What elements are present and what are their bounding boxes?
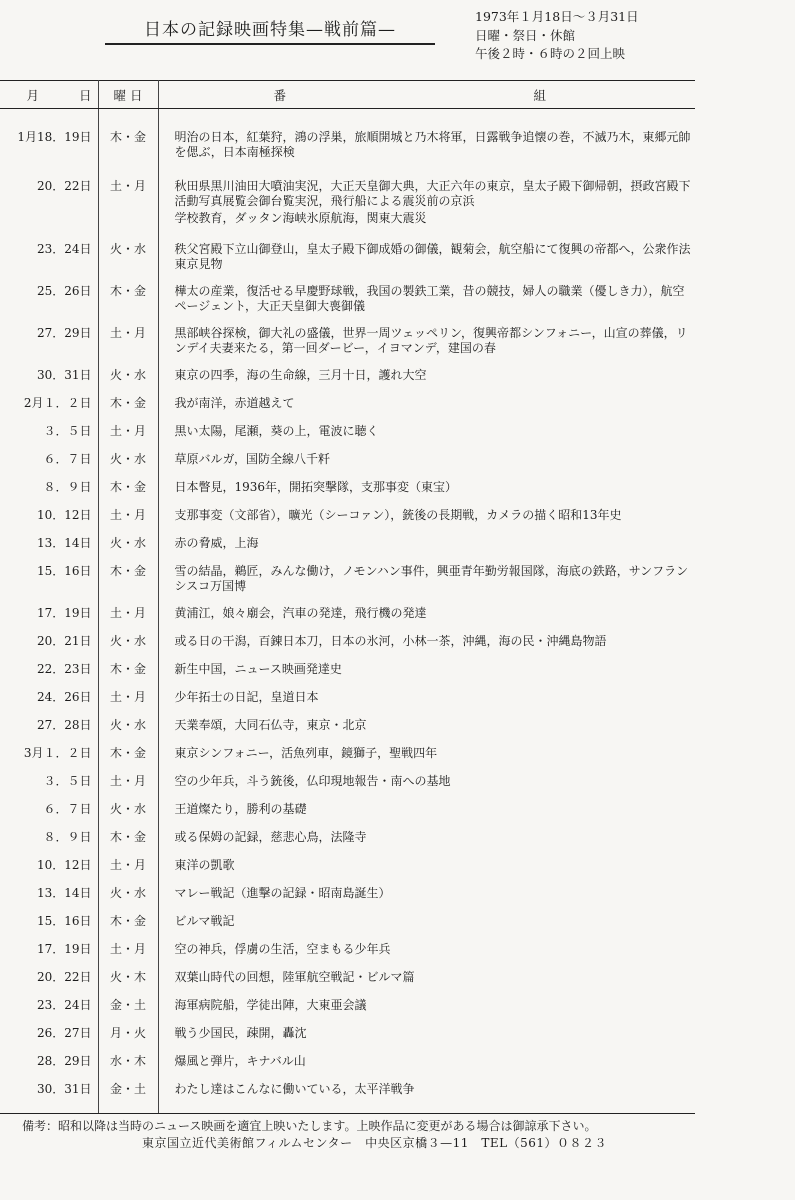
row-program: 海軍病院船，学徒出陣，大東亜会議	[174, 998, 367, 1012]
row-date: 13．14日	[0, 886, 98, 914]
row-date: 20．22日	[0, 179, 98, 242]
row-weekday: 土・月	[98, 326, 158, 368]
row-weekday: 木・金	[98, 914, 158, 942]
row-weekday: 火・水	[98, 718, 158, 746]
row-weekday: 土・月	[98, 179, 158, 242]
table-row	[0, 536, 695, 564]
venue-address: 東京国立近代美術館フィルムセンター 中央区京橋３—11 TEL（561）０８２３	[142, 1136, 607, 1150]
row-date: 28．29日	[0, 1054, 98, 1082]
table-row	[0, 1054, 695, 1082]
row-program-extra: 学校教育，ダッタン海峡氷原航海，関東大震災	[174, 211, 427, 225]
row-program: 少年拓士の日記，皇道日本	[174, 690, 319, 704]
table-row	[0, 634, 695, 662]
row-program-cell	[158, 396, 695, 424]
table-row	[0, 284, 695, 326]
row-program-cell	[158, 858, 695, 886]
row-program-cell	[158, 718, 695, 746]
table-row	[0, 802, 695, 830]
row-program: 黄浦江，娘々廟会，汽車の発達，飛行機の発達	[174, 606, 427, 620]
schedule-info	[475, 8, 775, 64]
row-program-cell	[158, 1026, 695, 1054]
row-date: 3月１．２日	[0, 746, 98, 774]
table-row	[0, 130, 695, 179]
row-program: 或る保姆の記録，慈悲心鳥，法隆寺	[174, 830, 367, 844]
row-program-cell	[158, 284, 695, 326]
row-date: 23．24日	[0, 242, 98, 284]
row-program-cell	[158, 452, 695, 480]
row-program: 秋田県黒川油田大噴油実況，大正天皇御大典，大正六年の東京，皇太子殿下御帰朝，摂政宮殿下活動写真展覧会御台覧実況，飛行船による震災前の京浜	[174, 179, 691, 208]
row-program: 我が南洋，赤道越えて	[174, 396, 295, 410]
row-program-cell	[158, 1054, 695, 1082]
row-weekday: 木・金	[98, 662, 158, 690]
row-program: 東洋の凱歌	[174, 858, 235, 872]
header-program-1: 番	[273, 87, 287, 103]
row-program-cell	[158, 536, 695, 564]
row-program-cell	[158, 368, 695, 396]
row-date: 30．31日	[0, 368, 98, 396]
row-program: 東京の四季，海の生命線，三月十日，護れ大空	[174, 368, 427, 382]
row-program: 明治の日本，紅葉狩，鴻の浮巣，旅順開城と乃木将軍，日露戦争追懐の巻，不滅乃木，東郷元帥を偲ぶ，日本南極探検	[174, 130, 691, 159]
table-row	[0, 662, 695, 690]
footer	[22, 1118, 782, 1152]
row-program: 草原バルガ，国防全線八千粁	[174, 452, 331, 466]
row-program: 戦う少国民，疎開，轟沈	[174, 1026, 307, 1040]
table-row	[0, 452, 695, 480]
table-row	[0, 942, 695, 970]
row-date: 20．22日	[0, 970, 98, 998]
row-weekday: 土・月	[98, 606, 158, 634]
header-date	[0, 81, 98, 109]
row-weekday: 土・月	[98, 774, 158, 802]
row-program: 樺太の産業，復活せる早慶野球戦，我国の製鉄工業，昔の競技，婦人の職業（優しき力），航空ページェント，大正天皇御大喪御儀	[174, 284, 685, 313]
row-program: 或る日の干潟，百錬日本刀，日本の氷河，小林一茶，沖縄，海の民・沖縄島物語	[174, 634, 607, 648]
header-weekday: 曜 日	[98, 81, 158, 109]
row-program: 赤の脅威，上海	[174, 536, 259, 550]
row-weekday: 土・月	[98, 858, 158, 886]
row-program-cell	[158, 634, 695, 662]
row-program: ビルマ戦記	[174, 914, 235, 928]
row-program-cell	[158, 179, 695, 242]
row-date: 2月１．２日	[0, 396, 98, 424]
row-weekday: 火・水	[98, 242, 158, 284]
table-header-row	[0, 81, 695, 109]
row-weekday: 木・金	[98, 746, 158, 774]
table-row	[0, 564, 695, 606]
table-row	[0, 690, 695, 718]
row-program: わたし達はこんなに働いている，太平洋戦争	[174, 1082, 415, 1096]
row-weekday: 火・水	[98, 634, 158, 662]
row-weekday: 土・月	[98, 942, 158, 970]
table-row	[0, 480, 695, 508]
table-row	[0, 606, 695, 634]
row-program-cell	[158, 998, 695, 1026]
row-program: 空の少年兵，斗う銃後，仏印現地報告・南への基地	[174, 774, 451, 788]
row-weekday: 金・土	[98, 998, 158, 1026]
row-program: マレー戦記（進撃の記録・昭南島誕生）	[174, 886, 391, 900]
row-program-cell	[158, 830, 695, 858]
row-program: 天業奉頌，大同石仏寺，東京・北京	[174, 718, 367, 732]
table-row	[0, 1026, 695, 1054]
header-month: 月	[26, 87, 39, 103]
row-date: 22．23日	[0, 662, 98, 690]
row-program-cell	[158, 606, 695, 634]
table-row	[0, 746, 695, 774]
document-title: 日本の記録映画特集—戦前篇—	[105, 15, 435, 45]
row-date: 13．14日	[0, 536, 98, 564]
table-row	[0, 998, 695, 1026]
screening-times: 午後２時・６時の２回上映	[475, 46, 626, 61]
row-weekday: 金・土	[98, 1082, 158, 1113]
row-date: 17．19日	[0, 606, 98, 634]
row-date: ３．５日	[0, 424, 98, 452]
row-date: 23．24日	[0, 998, 98, 1026]
row-date: 20．21日	[0, 634, 98, 662]
row-program: 王道燦たり，勝利の基礎	[174, 802, 307, 816]
table-row	[0, 914, 695, 942]
row-program-cell	[158, 942, 695, 970]
row-program-cell	[158, 1082, 695, 1113]
table-bottom-rule	[0, 1113, 695, 1114]
row-program: 日本瞥見，1936年，開拓突撃隊，支那事変（東宝）	[174, 480, 458, 494]
row-program-cell	[158, 746, 695, 774]
row-weekday: 火・水	[98, 886, 158, 914]
table-row	[0, 830, 695, 858]
row-date: ８．９日	[0, 480, 98, 508]
row-weekday: 水・木	[98, 1054, 158, 1082]
row-weekday: 土・月	[98, 508, 158, 536]
row-program-cell	[158, 508, 695, 536]
table-row	[0, 718, 695, 746]
row-program: 支那事変（文部省），曠光（シーコァン），銃後の長期戦，カメラの描く昭和13年史	[174, 508, 622, 522]
row-date: 17．19日	[0, 942, 98, 970]
row-weekday: 火・木	[98, 970, 158, 998]
row-weekday: 土・月	[98, 424, 158, 452]
row-weekday: 木・金	[98, 564, 158, 606]
row-date: ６．７日	[0, 802, 98, 830]
row-program: 新生中国，ニュース映画発達史	[174, 662, 342, 676]
row-weekday: 木・金	[98, 830, 158, 858]
row-program-cell	[158, 326, 695, 368]
row-weekday: 木・金	[98, 284, 158, 326]
row-program-cell	[158, 130, 695, 179]
row-date: 1月18．19日	[0, 130, 98, 179]
row-date: 25．26日	[0, 284, 98, 326]
table-row	[0, 508, 695, 536]
header-program	[158, 81, 695, 109]
remarks-note: 備考：昭和以降は当時のニュース映画を適宜上映いたします。上映作品に変更がある場合は御諒承下さい。	[22, 1119, 597, 1133]
row-program: 東京シンフォニー，活魚列車，鏡獅子，聖戦四年	[174, 746, 438, 760]
table-row	[0, 774, 695, 802]
row-date: ８．９日	[0, 830, 98, 858]
row-weekday: 火・水	[98, 536, 158, 564]
row-program-cell	[158, 424, 695, 452]
row-weekday: 木・金	[98, 480, 158, 508]
row-program: 双葉山時代の回想，陸軍航空戦記・ビルマ篇	[174, 970, 415, 984]
row-date: 27．28日	[0, 718, 98, 746]
row-date: 15．16日	[0, 914, 98, 942]
schedule-table	[0, 80, 695, 1114]
row-program: 空の神兵，俘虜の生活，空まもる少年兵	[174, 942, 391, 956]
row-program-cell	[158, 774, 695, 802]
row-program-cell	[158, 242, 695, 284]
row-date: ３．５日	[0, 774, 98, 802]
row-date: 30．31日	[0, 1082, 98, 1113]
row-date: 10．12日	[0, 858, 98, 886]
row-weekday: 木・金	[98, 130, 158, 179]
table-row	[0, 886, 695, 914]
header-day: 日	[78, 87, 92, 103]
table-row	[0, 970, 695, 998]
table-row	[0, 242, 695, 284]
row-date: 15．16日	[0, 564, 98, 606]
row-weekday: 火・水	[98, 452, 158, 480]
row-program-cell	[158, 886, 695, 914]
table-row	[0, 179, 695, 242]
screening-period: 1973年１月18日～３月31日	[475, 9, 639, 24]
row-date: 26．27日	[0, 1026, 98, 1054]
row-program: 雪の結晶，鵜匠，みんな働け，ノモンハン事件，興亜青年勤労報国隊，海底の鉄路，サンフランシスコ万国博	[174, 564, 689, 593]
row-program-cell	[158, 662, 695, 690]
row-program-cell	[158, 480, 695, 508]
table-row	[0, 396, 695, 424]
row-program-cell	[158, 914, 695, 942]
row-program: 秩父宮殿下立山御登山，皇太子殿下御成婚の御儀，観菊会，航空船にて復興の帝都へ，公衆作法東京見物	[174, 242, 691, 271]
row-weekday: 火・水	[98, 368, 158, 396]
row-weekday: 月・火	[98, 1026, 158, 1054]
table-row	[0, 368, 695, 396]
header-program-2: 組	[533, 87, 547, 103]
row-weekday: 火・水	[98, 802, 158, 830]
row-program-cell	[158, 970, 695, 998]
row-program: 爆風と弾片，キナバル山	[174, 1054, 306, 1068]
row-program-cell	[158, 802, 695, 830]
table-row	[0, 424, 695, 452]
row-date: 10．12日	[0, 508, 98, 536]
row-weekday: 木・金	[98, 396, 158, 424]
table-row	[0, 858, 695, 886]
table-row	[0, 326, 695, 368]
row-date: 24．26日	[0, 690, 98, 718]
header-gap	[0, 109, 695, 131]
row-program-cell	[158, 690, 695, 718]
row-weekday: 土・月	[98, 690, 158, 718]
row-program: 黒部峡谷探検，御大礼の盛儀，世界一周ツェッペリン，復興帝都シンフォニー，山宣の葬儀，リンデイ夫妻来たる，第一回ダービー，イヨマンデ，建国の春	[174, 326, 688, 355]
row-date: 27．29日	[0, 326, 98, 368]
table-row	[0, 1082, 695, 1113]
row-date: ６．７日	[0, 452, 98, 480]
row-program-cell	[158, 564, 695, 606]
closed-days: 日曜・祭日・休館	[475, 27, 576, 43]
row-program: 黒い太陽，尾瀬，葵の上，電波に聴く	[174, 424, 379, 438]
